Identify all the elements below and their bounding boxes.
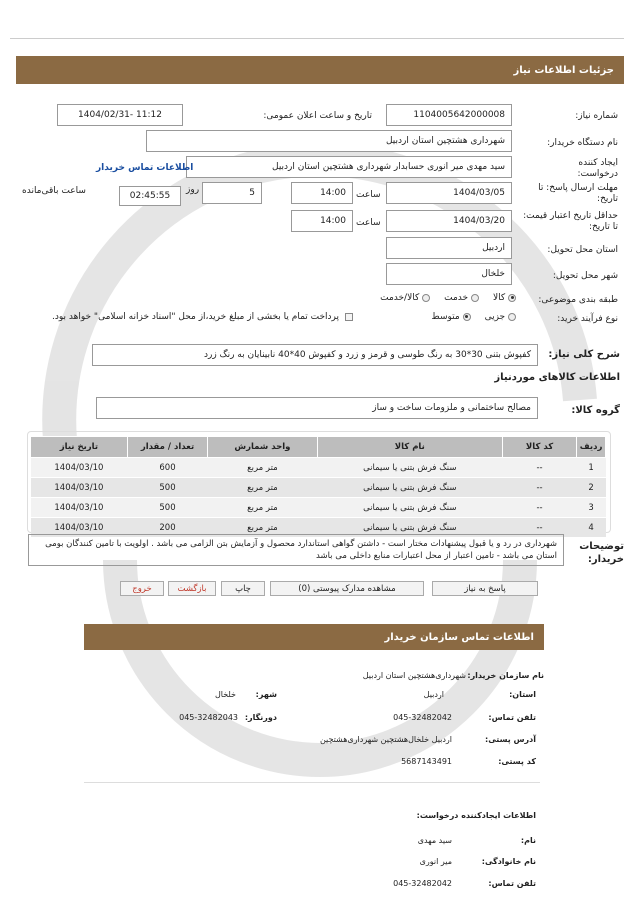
col-header-row: ردیف: [577, 437, 606, 458]
cell-date: 1404/03/10: [31, 458, 128, 478]
reply-button[interactable]: پاسخ به نیاز: [432, 581, 538, 596]
contact-province-value: اردبیل: [423, 690, 444, 699]
group-field: مصالح ساختمانی و ملزومات ساخت و ساز: [96, 397, 538, 419]
cell-qty: 500: [127, 478, 207, 498]
category-option-service[interactable]: خدمت: [444, 293, 479, 303]
creator-family-label: نام خانوادگی:: [481, 857, 536, 866]
cell-date: 1404/03/10: [31, 498, 128, 518]
category-option-both[interactable]: کالا/خدمت: [380, 293, 430, 303]
process-label: نوع فرآیند خرید:: [557, 314, 618, 324]
exit-button[interactable]: خروج: [120, 581, 164, 596]
announce-label: تاریخ و ساعت اعلان عمومی:: [263, 111, 372, 121]
contact-city-value: خلخال: [214, 690, 236, 699]
cell-name: سنگ فرش بتنی یا سیمانی: [317, 518, 502, 538]
cell-qty: 600: [127, 458, 207, 478]
validity-date-field: 1404/03/20: [386, 210, 512, 232]
table-header-row: [31, 437, 606, 458]
contact-postal-value: 5687143491: [401, 757, 452, 766]
cell-unit: متر مربع: [208, 478, 317, 498]
cell-date: 1404/03/10: [31, 518, 128, 538]
cell-unit: متر مربع: [208, 518, 317, 538]
contact-city-label: شهر:: [255, 690, 277, 699]
buyer-org-label: نام دستگاه خریدار:: [547, 138, 618, 148]
details-header: [16, 56, 624, 84]
province-field: اردبیل: [386, 237, 512, 259]
cell-unit: متر مربع: [208, 498, 317, 518]
contact-header-title: اطلاعات تماس سازمان خریدار: [384, 631, 534, 643]
province-label: استان محل تحویل:: [547, 245, 618, 255]
group-label: گروه کالا:: [571, 405, 620, 416]
radio-icon: [508, 313, 516, 321]
goods-title: اطلاعات کالاهای موردنیاز: [494, 372, 620, 383]
cell-code: --: [502, 518, 576, 538]
process-option-medium[interactable]: متوسط: [431, 312, 470, 322]
cell-row: 2: [577, 478, 606, 498]
radio-icon: [508, 294, 516, 302]
attachments-button[interactable]: مشاهده مدارک پیوستی (0): [270, 581, 424, 596]
creator-name-value: سید مهدی: [417, 836, 452, 845]
table-row: [31, 458, 606, 478]
contact-fax-value: 045-32482043: [179, 713, 238, 722]
contact-fax-label: دورنگار:: [244, 713, 277, 722]
category-label: طبقه بندی موضوعی:: [538, 295, 618, 305]
need-number-label: شماره نیاز:: [575, 111, 618, 121]
col-header-code: کد کالا: [502, 437, 576, 458]
contact-buyer-link[interactable]: اطلاعات تماس خریدار: [96, 163, 194, 173]
announce-field: 1404/02/31- 11:12: [57, 104, 183, 126]
contact-address-value: اردبیل خلخال‌هشتچین شهرداری‌هشتچین: [319, 735, 452, 744]
radio-icon: [422, 294, 430, 302]
deadline-time-label: ساعت: [356, 190, 381, 200]
table-row: [31, 498, 606, 518]
summary-field: کفپوش بتنی 30*30 به رنگ طوسی و قرمز و زرد و کفپوش 40*40 نابینایان به رنگ زرد: [92, 344, 538, 366]
print-button[interactable]: چاپ: [221, 581, 265, 596]
contact-org-value: شهرداری‌هشتچین استان اردبیل: [362, 671, 466, 680]
deadline-label: مهلت ارسال پاسخ: تا تاریخ:: [538, 183, 618, 204]
col-header-unit: واحد شمارش: [208, 437, 317, 458]
validity-time-field: 14:00: [291, 210, 353, 232]
details-header-title: جزئیات اطلاعات نیاز: [513, 64, 614, 76]
col-header-qty: تعداد / مقدار: [127, 437, 207, 458]
process-option-minor[interactable]: جزیی: [485, 312, 516, 322]
category-option-goods[interactable]: کالا: [493, 293, 516, 303]
contact-phone-value: 045-32482042: [393, 713, 452, 722]
creator-name-label: نام:: [520, 836, 536, 845]
days-label: روز: [186, 185, 200, 195]
creator-field: سید مهدی میر انوری حسابدار شهرداری هشتچین استان اردبیل: [186, 156, 512, 178]
buyer-org-field: شهرداری هشتچین استان اردبیل: [146, 130, 512, 152]
process-radio-group: [431, 312, 516, 322]
notes-label: توضیحات خریدار:: [579, 541, 624, 565]
validity-time-label: ساعت: [356, 218, 381, 228]
summary-label: شرح کلی نیاز:: [548, 349, 620, 360]
notes-field: شهرداری در رد و یا قبول پیشنهادات مختار است - داشتن گواهی استاندارد محصول و آزمایش بتن الزامی می باشد . اولویت با تامین کنندگان بومی استان می باشد - تامین اعتبار از محل اعتبارات منابع داخلی می باشد: [28, 534, 564, 566]
creator-family-value: میر انوری: [419, 857, 452, 866]
cell-code: --: [502, 498, 576, 518]
payment-treasury-option[interactable]: پرداخت تمام یا بخشی از مبلغ خرید،از محل "اسناد خزانه اسلامی" خواهد بود.: [52, 312, 353, 322]
city-label: شهر محل تحویل:: [552, 271, 618, 281]
cell-code: --: [502, 478, 576, 498]
radio-icon: [463, 313, 471, 321]
creator-label: ایجاد کننده درخواست:: [577, 158, 618, 179]
creator-info-title: اطلاعات ایجادکننده درخواست:: [416, 811, 536, 820]
validity-label: حداقل تاریخ اعتبار قیمت: تا تاریخ:: [523, 211, 618, 232]
cell-name: سنگ فرش بتنی یا سیمانی: [317, 458, 502, 478]
contact-header: [84, 624, 544, 650]
col-header-name: نام کالا: [317, 437, 502, 458]
contact-postal-label: کد پستی:: [498, 757, 536, 766]
contact-phone-label: تلفن تماس:: [488, 713, 536, 722]
cell-row: 1: [577, 458, 606, 478]
remaining-time-field: 02:45:55: [119, 186, 181, 206]
cell-unit: متر مربع: [208, 458, 317, 478]
back-button[interactable]: بازگشت: [168, 581, 216, 596]
deadline-time-field: 14:00: [291, 182, 353, 204]
cell-date: 1404/03/10: [31, 478, 128, 498]
category-radio-group: [380, 293, 516, 303]
cell-qty: 500: [127, 498, 207, 518]
cell-row: 4: [577, 518, 606, 538]
creator-phone-label: تلفن تماس:: [488, 879, 536, 888]
cell-qty: 200: [127, 518, 207, 538]
contact-address-label: آدرس پستی:: [485, 735, 536, 744]
items-table: [30, 436, 606, 538]
remaining-time-label: ساعت باقی‌مانده: [22, 186, 86, 196]
table-row: [31, 478, 606, 498]
col-header-date: تاریخ نیاز: [31, 437, 128, 458]
contact-org-label: نام سازمان خریدار:: [467, 671, 544, 680]
days-field: 5: [202, 182, 262, 204]
cell-code: --: [502, 458, 576, 478]
top-divider: [10, 38, 624, 39]
contact-divider: [84, 782, 540, 783]
deadline-date-field: 1404/03/05: [386, 182, 512, 204]
contact-province-label: استان:: [509, 690, 536, 699]
city-field: خلخال: [386, 263, 512, 285]
checkbox-icon: [345, 313, 353, 321]
need-number-field: 1104005642000008: [386, 104, 512, 126]
cell-name: سنگ فرش بتنی یا سیمانی: [317, 498, 502, 518]
creator-phone-value: 045-32482042: [393, 879, 452, 888]
radio-icon: [471, 294, 479, 302]
cell-name: سنگ فرش بتنی یا سیمانی: [317, 478, 502, 498]
cell-row: 3: [577, 498, 606, 518]
